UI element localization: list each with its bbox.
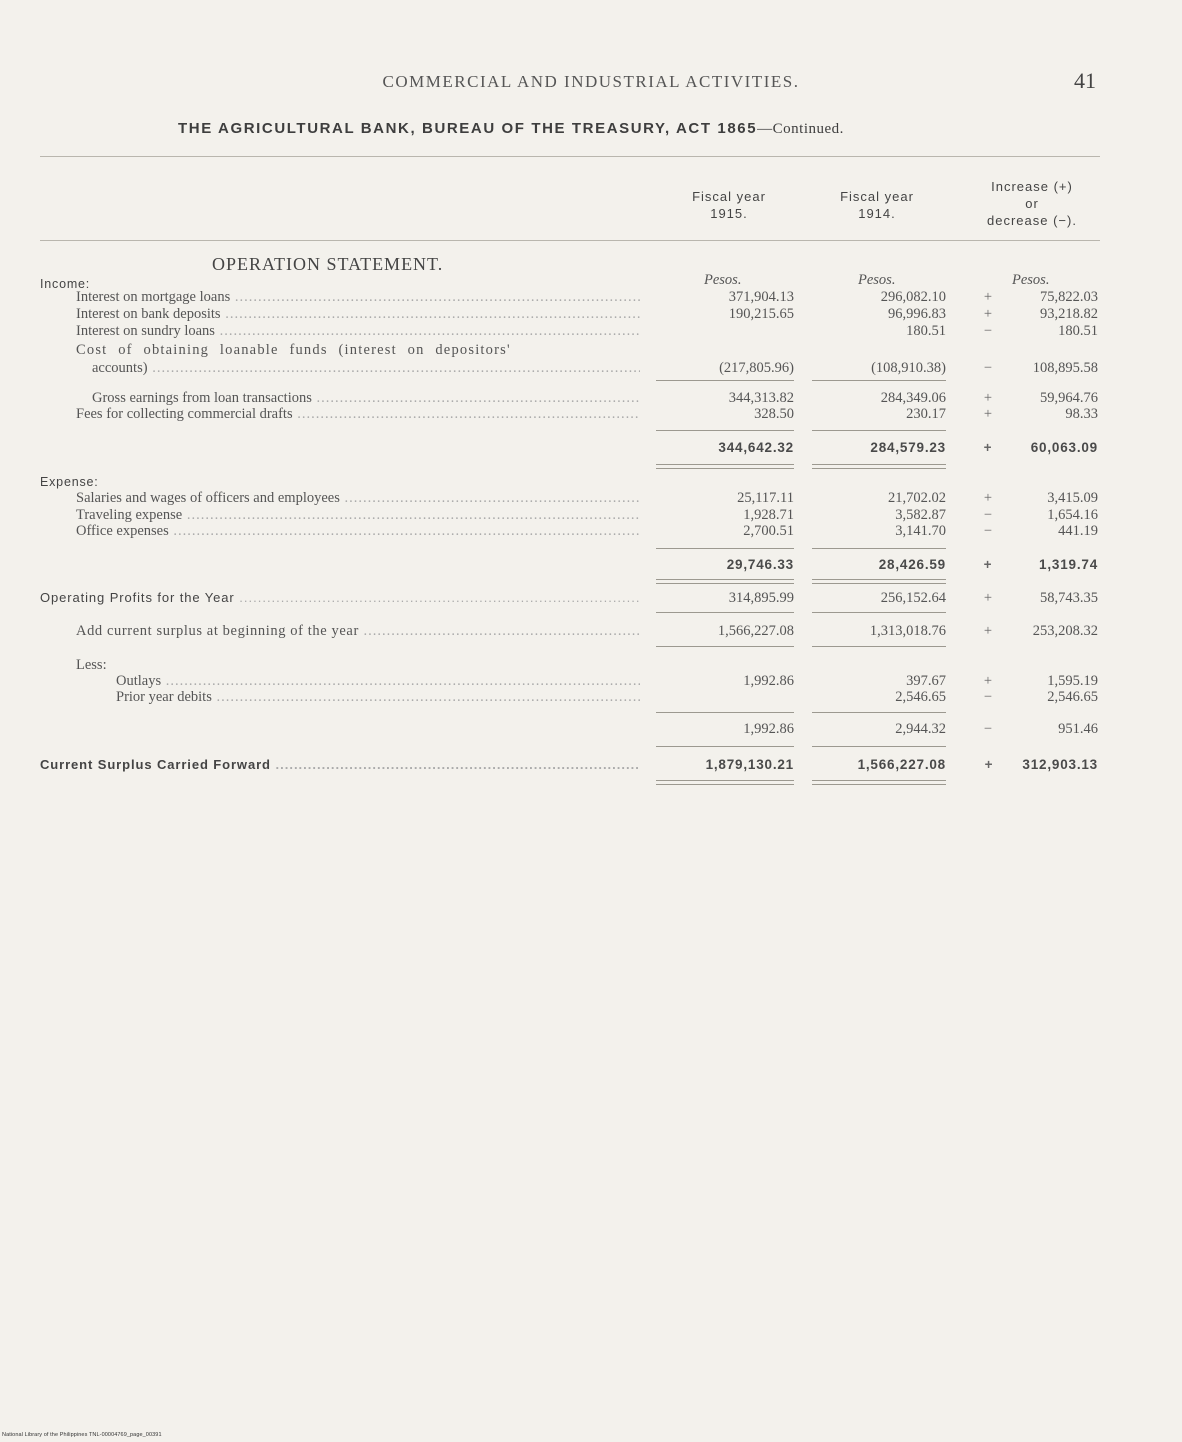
total-double-rule [656,780,794,785]
table-title [178,120,978,138]
table-row: Outlays ..... 1,992.86 397.67 + 1,595.19 [0,673,1182,691]
table-row: Office expenses ..... 2,700.51 3,141.70 − 441.19 [0,523,1182,541]
expense-label: Expense: [40,475,99,489]
expense-total-row: 29,746.33 28,426.59 + 1,319.74 [726,557,1098,572]
units-col3: Pesos. [1012,272,1050,288]
subtotal-rule [656,746,794,747]
units-row [0,272,1182,290]
column-header-1915: Fiscal year 1915. [692,189,766,221]
subtotal-rule [656,430,794,431]
scan-footer: National Library of the Philippines TNL-00004769_page_00391 [2,1432,162,1438]
subtotal-rule [812,430,946,431]
subtotal-rule [656,646,794,647]
running-head: COMMERCIAL AND INDUSTRIAL ACTIVITIES. [382,72,800,91]
table-row: Interest on bank deposits ..... 190,215.65 96,996.83 + 93,218.82 [0,306,1182,324]
header-rule-bottom [40,240,1100,241]
subtotal-rule [812,548,946,549]
total-double-rule [656,464,794,469]
table-row: Traveling expense ..... 1,928.71 3,582.87 − 1,654.16 [0,507,1182,525]
section-title: OPERATION STATEMENT. [212,254,444,274]
subtotal-rule [812,380,946,381]
subtotal-rule [812,646,946,647]
income-total-row: 344,642.32 284,579.23 + 60,063.09 [718,440,1098,455]
subtotal-rule [656,380,794,381]
header-rule-top [40,156,1100,157]
column-header-change: Increase (+) or decrease (−). [987,179,1077,228]
subtotal-rule [812,712,946,713]
less-label-row: Less: [76,657,107,673]
subtotal-rule [812,746,946,747]
subtotal-rule [656,712,794,713]
table-row: Interest on sundry loans ..... 180.51 − 180.51 [0,323,1182,341]
table-row: Gross earnings from loan transactions ..... 344,313.82 284,349.06 + 59,964.76 [0,390,1182,408]
table-title-main: THE AGRICULTURAL BANK, BUREAU OF THE TREASURY, ACT 1865 [178,120,758,137]
table-row-cost-line1: Cost of obtaining loanable funds (interest on depositors' [76,342,511,358]
subtotal-rule [656,612,794,613]
total-double-rule [812,464,946,469]
column-header-1914: Fiscal year 1914. [840,189,914,221]
table-row: Interest on mortgage loans ..... 371,904.13 296,082.10 + 75,822.03 [0,289,1182,307]
operating-profits-row: Operating Profits for the Year ..... 314,895.99 256,152.64 + 58,743.35 [0,590,1182,608]
current-surplus-row: Current Surplus Carried Forward ..... 1,879,130.21 1,566,227.08 + 312,903.13 [0,757,1182,775]
less-total-row: 1,992.86 2,944.32 − 951.46 [743,721,1098,737]
subtotal-rule [656,548,794,549]
units-col1: Pesos. [704,272,742,288]
add-surplus-row: Add current surplus at beginning of the year ..... 1,566,227.08 1,313,018.76 + 253,208.32 [0,623,1182,641]
subtotal-rule [812,612,946,613]
total-double-rule [812,780,946,785]
table-row: accounts) ..... (217,805.96) (108,910.38) − 108,895.58 [0,360,1182,378]
income-label: Income: [40,277,91,291]
table-title-continued: —Continued. [757,121,844,137]
table-row: Prior year debits ..... 2,546.65 − 2,546.65 [0,689,1182,707]
total-double-rule [656,579,794,584]
table-row: Salaries and wages of officers and employees ..... 25,117.11 21,702.02 + 3,415.09 [0,490,1182,508]
page-number: 41 [1074,68,1096,93]
total-double-rule [812,579,946,584]
units-col2: Pesos. [858,272,896,288]
table-row: Fees for collecting commercial drafts ..... 328.50 230.17 + 98.33 [0,406,1182,424]
